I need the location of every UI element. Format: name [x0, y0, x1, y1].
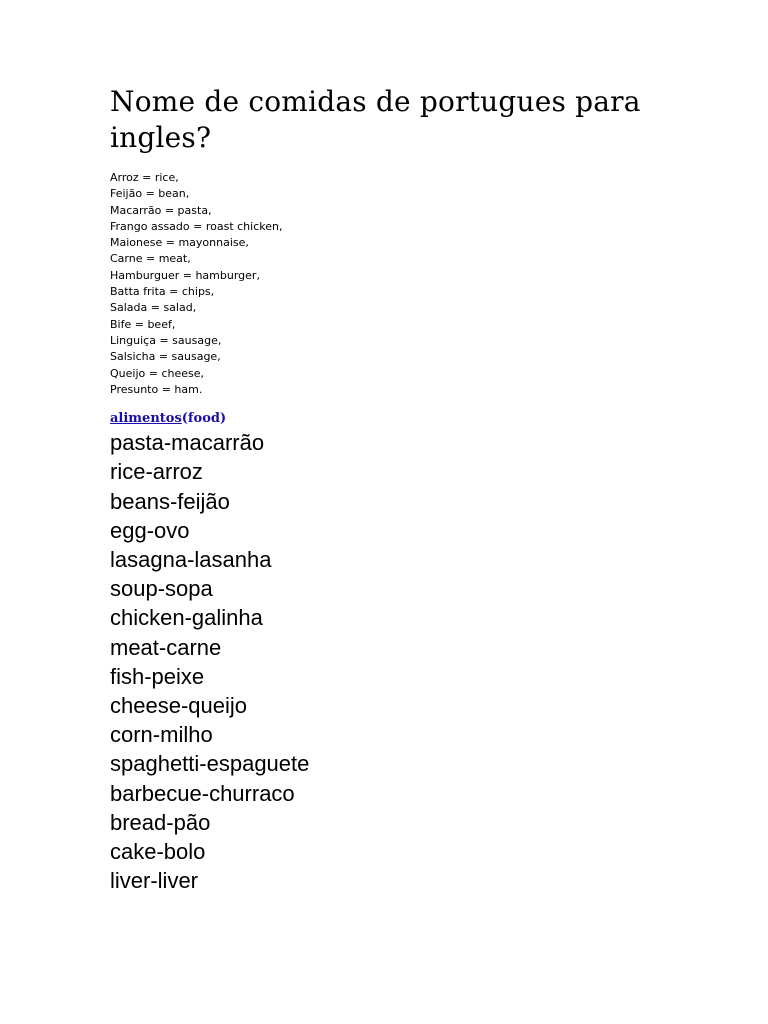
food-list-item: bread-pão [110, 809, 211, 835]
page-title: Nome de comidas de portugues para ingles? [110, 85, 641, 154]
food-list-item: liver-liver [110, 868, 198, 894]
translation-list [110, 170, 730, 398]
food-section-heading [110, 410, 730, 428]
translation-item: Salada = salad, [110, 301, 197, 315]
food-list-item: lasagna-lasanha [110, 546, 272, 572]
food-list-item: chicken-galinha [110, 605, 263, 631]
food-list-item: cheese-queijo [110, 692, 247, 718]
translation-item: Queijo = cheese, [110, 366, 204, 380]
translation-item: Macarrão = pasta, [110, 203, 212, 217]
translation-item: Maionese = mayonnaise, [110, 236, 249, 250]
food-list [110, 428, 730, 895]
food-list-item: corn-milho [110, 722, 213, 748]
food-list-item: barbecue-churraco [110, 780, 295, 806]
translation-item: Presunto = ham. [110, 382, 203, 396]
translation-item: Arroz = rice, [110, 171, 179, 184]
food-list-item: soup-sopa [110, 576, 213, 602]
translation-item: Hamburguer = hamburger, [110, 268, 260, 282]
food-list-item: beans-feijão [110, 488, 230, 514]
translation-item: Salsicha = sausage, [110, 350, 221, 364]
food-list-item: cake-bolo [110, 839, 206, 864]
document-page [110, 84, 730, 895]
food-list-item: meat-carne [110, 634, 222, 660]
food-list-item: rice-arroz [110, 459, 203, 485]
translation-item: Batta frita = chips, [110, 285, 215, 299]
food-list-item: egg-ovo [110, 517, 190, 543]
translation-item: Feijão = bean, [110, 187, 190, 201]
food-list-item: fish-peixe [110, 663, 205, 689]
translation-item: Carne = meat, [110, 252, 191, 266]
translation-item: Linguiça = sausage, [110, 333, 222, 347]
food-paren-label: (food) [181, 411, 227, 427]
food-list-item: spaghetti-espaguete [110, 751, 310, 777]
translation-item: Frango assado = roast chicken, [110, 219, 283, 233]
alimentos-link[interactable]: alimentos [110, 411, 182, 427]
translation-item: Bife = beef, [110, 317, 176, 331]
food-list-item: pasta-macarrão [110, 430, 265, 456]
